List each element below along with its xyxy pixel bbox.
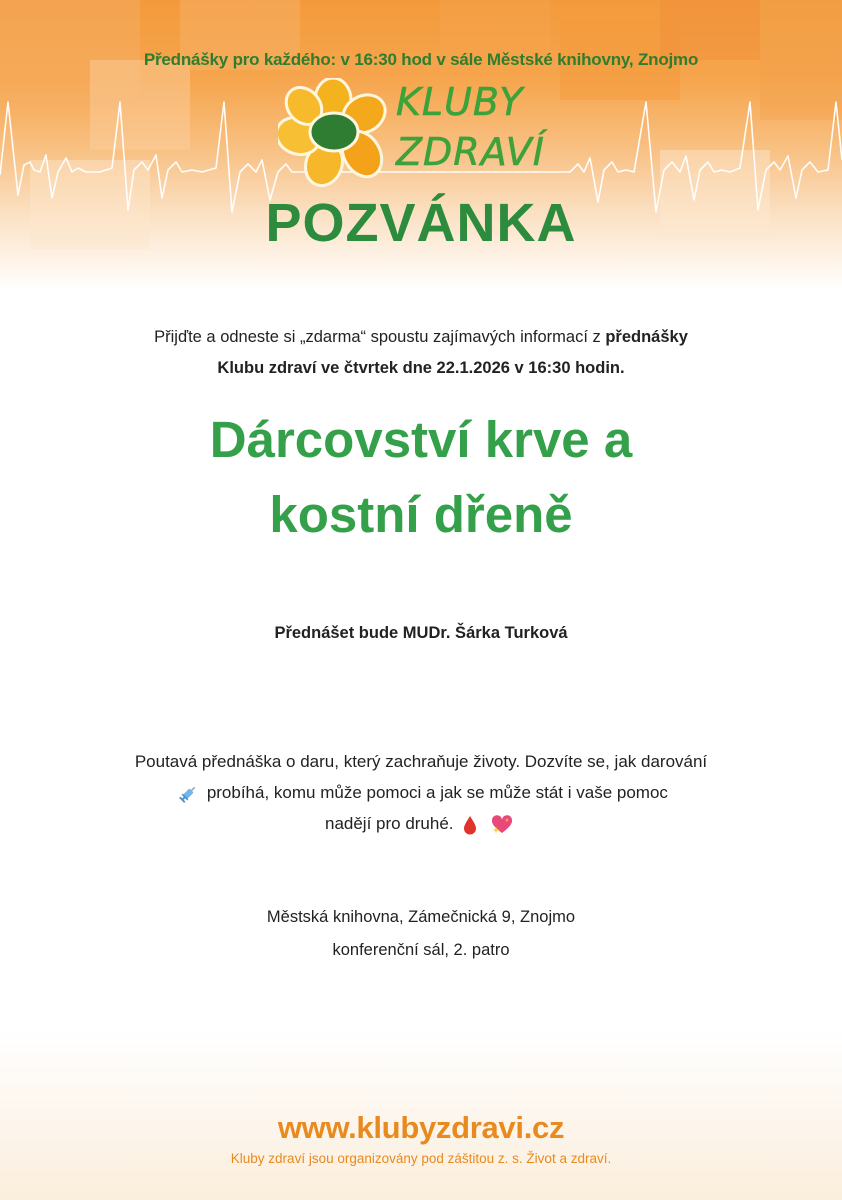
header-banner xyxy=(0,0,842,290)
lecture-title xyxy=(0,402,842,552)
description-line-1: Poutavá přednáška o daru, který zachraňuje životy. Dozvíte se, jak darování xyxy=(134,752,708,771)
intro-bold-lecture: přednášky xyxy=(605,328,688,346)
logo-text-kluby: KLUBY xyxy=(396,80,524,124)
description-line-2-wrap xyxy=(40,777,802,808)
kluby-zdravi-logo xyxy=(268,78,588,188)
venue-location xyxy=(0,901,842,967)
lecture-description xyxy=(40,746,802,839)
intro-text: Přijďte a odneste si „zdarma“ spoustu zajímavých informací z xyxy=(154,328,606,346)
speaker-line: Přednášet bude MUDr. Šárka Turková xyxy=(274,624,568,642)
invitation-heading: POZVÁNKA xyxy=(265,193,577,253)
venue-room: konferenční sál, 2. patro xyxy=(332,941,510,959)
logo-text-zdravi: ZDRAVÍ xyxy=(396,130,546,174)
intro-paragraph xyxy=(40,322,802,384)
blood-drop-icon xyxy=(462,815,478,835)
intro-line-1 xyxy=(40,322,802,353)
description-line-2: probíhá, komu může pomoci a jak se může stát i vaše pomoc xyxy=(206,783,668,802)
lecture-title-line-1: Dárcovství krve a xyxy=(209,411,633,468)
venue-address: Městská knihovna, Zámečnická 9, Znojmo xyxy=(266,908,576,926)
organizer-note: Kluby zdraví jsou organizovány pod záštitou z. s. Život a zdraví. xyxy=(230,1151,612,1166)
lecture-series-subtitle: Přednášky pro každého: v 16:30 hod v sále Městské knihovny, Znojmo xyxy=(143,50,699,69)
website-link[interactable]: www.klubyzdravi.cz xyxy=(277,1110,565,1145)
description-line-3-wrap xyxy=(40,808,802,839)
intro-date-time: Klubu zdraví ve čtvrtek dne 22.1.2026 v 16:30 hodin. xyxy=(217,359,625,377)
description-line-3: nadějí pro druhé. xyxy=(324,814,454,833)
lecture-title-line-2: kostní dřeně xyxy=(269,486,573,543)
flower-icon xyxy=(278,78,388,188)
sparkling-heart-icon xyxy=(491,815,513,835)
syringe-icon xyxy=(178,784,198,804)
intro-line-2 xyxy=(40,353,802,384)
